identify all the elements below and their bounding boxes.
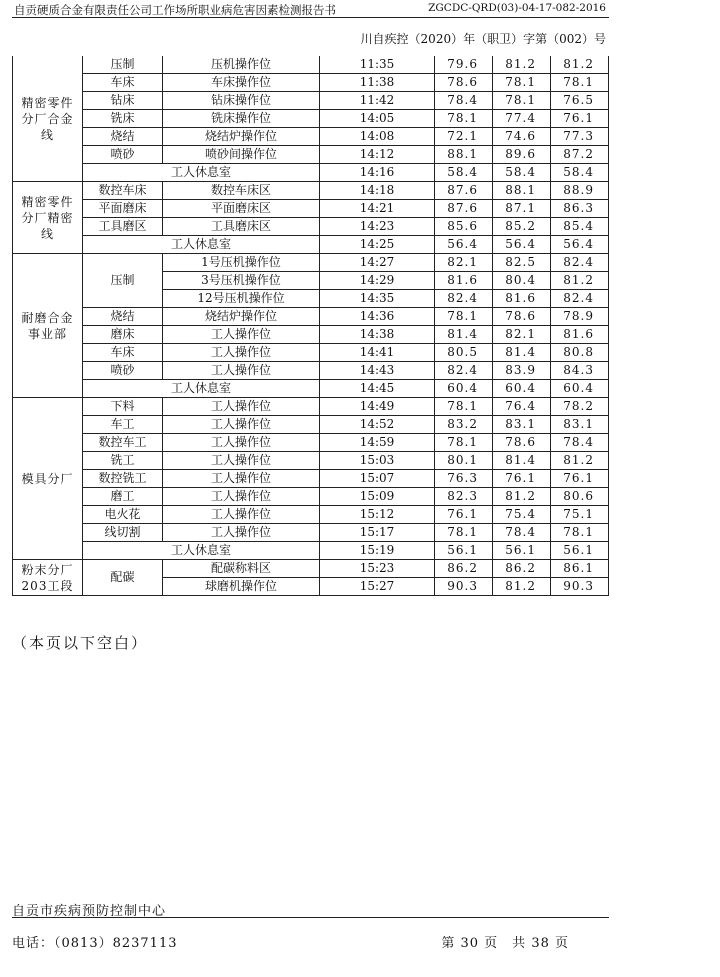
work-post: 工人操作位 (163, 344, 320, 362)
work-post: 工人操作位 (163, 524, 320, 542)
process-name: 压制 (83, 56, 163, 74)
value-2: 81.2 (493, 578, 551, 596)
value-3: 81.6 (551, 326, 609, 344)
table-row (13, 560, 609, 578)
measure-time: 14:52 (320, 416, 435, 434)
process-name: 车床 (83, 344, 163, 362)
value-1: 79.6 (435, 56, 493, 74)
value-3: 82.4 (551, 290, 609, 308)
value-3: 77.3 (551, 128, 609, 146)
value-3: 85.4 (551, 218, 609, 236)
value-1: 87.6 (435, 182, 493, 200)
value-2: 81.2 (493, 56, 551, 74)
value-1: 72.1 (435, 128, 493, 146)
value-2: 81.6 (493, 290, 551, 308)
measure-time: 14:21 (320, 200, 435, 218)
value-1: 78.1 (435, 308, 493, 326)
table-row (13, 488, 609, 506)
work-post: 钻床操作位 (163, 92, 320, 110)
value-1: 87.6 (435, 200, 493, 218)
work-post: 工人操作位 (163, 452, 320, 470)
table-row (13, 254, 609, 272)
document-number: 川自疾控（2020）年（职卫）字第（002）号 (360, 32, 606, 46)
section-name: 精密零件分厂精密线 (13, 182, 83, 254)
process-name: 喷砂 (83, 146, 163, 164)
process-name: 电火花 (83, 506, 163, 524)
process-name: 磨工 (83, 488, 163, 506)
value-2: 60.4 (493, 380, 551, 398)
process-name: 铣床 (83, 110, 163, 128)
table-row (13, 146, 609, 164)
measure-time: 14:41 (320, 344, 435, 362)
measure-time: 14:16 (320, 164, 435, 182)
table-row (13, 92, 609, 110)
table-row (13, 110, 609, 128)
value-1: 82.1 (435, 254, 493, 272)
table-row (13, 200, 609, 218)
table-row (13, 308, 609, 326)
rest-room-label: 工人休息室 (83, 380, 320, 398)
value-1: 81.4 (435, 326, 493, 344)
value-1: 85.6 (435, 218, 493, 236)
measure-time: 15:12 (320, 506, 435, 524)
value-2: 78.6 (493, 308, 551, 326)
value-2: 75.4 (493, 506, 551, 524)
value-3: 76.1 (551, 470, 609, 488)
process-name: 钻床 (83, 92, 163, 110)
value-1: 58.4 (435, 164, 493, 182)
work-post: 工具磨床区 (163, 218, 320, 236)
value-2: 81.4 (493, 452, 551, 470)
value-1: 56.1 (435, 542, 493, 560)
value-2: 81.4 (493, 344, 551, 362)
value-1: 82.4 (435, 362, 493, 380)
footer-divider (12, 917, 609, 918)
measure-time: 11:35 (320, 56, 435, 74)
section-name: 模具分厂 (13, 398, 83, 560)
table-row (13, 128, 609, 146)
value-2: 76.4 (493, 398, 551, 416)
work-post: 球磨机操作位 (163, 578, 320, 596)
table-row (13, 398, 609, 416)
value-3: 58.4 (551, 164, 609, 182)
value-1: 80.1 (435, 452, 493, 470)
table-row (13, 56, 609, 74)
work-post: 工人操作位 (163, 362, 320, 380)
measure-time: 14:18 (320, 182, 435, 200)
value-2: 82.1 (493, 326, 551, 344)
value-3: 76.5 (551, 92, 609, 110)
process-name: 数控车床 (83, 182, 163, 200)
work-post: 1号压机操作位 (163, 254, 320, 272)
table-row (13, 326, 609, 344)
value-3: 83.1 (551, 416, 609, 434)
process-name: 磨床 (83, 326, 163, 344)
value-1: 78.1 (435, 110, 493, 128)
measure-time: 15:03 (320, 452, 435, 470)
process-name: 数控车工 (83, 434, 163, 452)
value-2: 56.1 (493, 542, 551, 560)
work-post: 12号压机操作位 (163, 290, 320, 308)
report-code: ZGCDC-QRD(03)-04-17-082-2016 (428, 2, 606, 14)
measure-time: 15:19 (320, 542, 435, 560)
blank-page-note: （本页以下空白） (12, 634, 149, 652)
work-post: 烧结炉操作位 (163, 128, 320, 146)
table-row (13, 542, 609, 560)
value-3: 86.1 (551, 560, 609, 578)
measure-time: 14:43 (320, 362, 435, 380)
value-3: 75.1 (551, 506, 609, 524)
value-2: 56.4 (493, 236, 551, 254)
table-row (13, 74, 609, 92)
rest-room-label: 工人休息室 (83, 236, 320, 254)
measure-time: 14:45 (320, 380, 435, 398)
value-2: 77.4 (493, 110, 551, 128)
header-divider (12, 17, 609, 18)
value-3: 80.8 (551, 344, 609, 362)
value-2: 80.4 (493, 272, 551, 290)
measure-time: 14:08 (320, 128, 435, 146)
work-post: 工人操作位 (163, 326, 320, 344)
measure-time: 15:17 (320, 524, 435, 542)
value-2: 87.1 (493, 200, 551, 218)
value-1: 78.4 (435, 92, 493, 110)
value-3: 81.2 (551, 56, 609, 74)
table-row (13, 236, 609, 254)
work-post: 烧结炉操作位 (163, 308, 320, 326)
process-name: 线切割 (83, 524, 163, 542)
value-1: 82.3 (435, 488, 493, 506)
table-row (13, 524, 609, 542)
table-row (13, 182, 609, 200)
section-name: 粉末分厂203工段 (13, 560, 83, 596)
measure-time: 14:23 (320, 218, 435, 236)
work-post: 工人操作位 (163, 488, 320, 506)
process-name: 工具磨区 (83, 218, 163, 236)
value-3: 86.3 (551, 200, 609, 218)
value-1: 78.1 (435, 434, 493, 452)
value-2: 78.6 (493, 434, 551, 452)
value-3: 56.1 (551, 542, 609, 560)
work-post: 配碳称料区 (163, 560, 320, 578)
value-3: 76.1 (551, 110, 609, 128)
section-name: 耐磨合金事业部 (13, 254, 83, 398)
table-row (13, 380, 609, 398)
table-row (13, 218, 609, 236)
measure-time: 15:23 (320, 560, 435, 578)
process-name: 车床 (83, 74, 163, 92)
measure-time: 15:07 (320, 470, 435, 488)
value-3: 78.1 (551, 74, 609, 92)
value-2: 74.6 (493, 128, 551, 146)
value-1: 76.1 (435, 506, 493, 524)
measure-time: 14:27 (320, 254, 435, 272)
value-3: 78.1 (551, 524, 609, 542)
value-2: 86.2 (493, 560, 551, 578)
table-row (13, 470, 609, 488)
process-name: 平面磨床 (83, 200, 163, 218)
measure-time: 15:27 (320, 578, 435, 596)
value-3: 88.9 (551, 182, 609, 200)
value-1: 86.2 (435, 560, 493, 578)
process-name: 数控铣工 (83, 470, 163, 488)
value-1: 78.1 (435, 524, 493, 542)
process-name: 下料 (83, 398, 163, 416)
work-post: 工人操作位 (163, 434, 320, 452)
work-post: 平面磨床区 (163, 200, 320, 218)
value-3: 56.4 (551, 236, 609, 254)
value-2: 78.1 (493, 74, 551, 92)
work-post: 3号压机操作位 (163, 272, 320, 290)
table-row (13, 506, 609, 524)
work-post: 喷砂间操作位 (163, 146, 320, 164)
value-1: 90.3 (435, 578, 493, 596)
value-2: 76.1 (493, 470, 551, 488)
table-row (13, 452, 609, 470)
value-3: 87.2 (551, 146, 609, 164)
report-title: 自贡硬质合金有限责任公司工作场所职业病危害因素检测报告书 (14, 3, 336, 17)
value-2: 78.4 (493, 524, 551, 542)
value-1: 88.1 (435, 146, 493, 164)
value-3: 90.3 (551, 578, 609, 596)
process-name: 烧结 (83, 308, 163, 326)
table-row (13, 362, 609, 380)
measure-time: 14:12 (320, 146, 435, 164)
value-2: 58.4 (493, 164, 551, 182)
value-1: 82.4 (435, 290, 493, 308)
value-3: 84.3 (551, 362, 609, 380)
value-3: 80.6 (551, 488, 609, 506)
measure-time: 14:05 (320, 110, 435, 128)
value-1: 76.3 (435, 470, 493, 488)
process-name: 配碳 (83, 560, 163, 596)
value-1: 80.5 (435, 344, 493, 362)
process-name: 铣工 (83, 452, 163, 470)
table-row (13, 416, 609, 434)
value-2: 85.2 (493, 218, 551, 236)
value-2: 88.1 (493, 182, 551, 200)
process-name: 车工 (83, 416, 163, 434)
value-3: 78.4 (551, 434, 609, 452)
value-2: 78.1 (493, 92, 551, 110)
table-row (13, 344, 609, 362)
process-name: 烧结 (83, 128, 163, 146)
footer-organization: 自贡市疾病预防控制中心 (12, 904, 167, 919)
measure-time: 11:38 (320, 74, 435, 92)
value-1: 78.6 (435, 74, 493, 92)
value-1: 83.2 (435, 416, 493, 434)
work-post: 车床操作位 (163, 74, 320, 92)
measure-time: 14:25 (320, 236, 435, 254)
value-3: 78.9 (551, 308, 609, 326)
measure-time: 11:42 (320, 92, 435, 110)
work-post: 工人操作位 (163, 470, 320, 488)
measure-time: 14:38 (320, 326, 435, 344)
work-post: 铣床操作位 (163, 110, 320, 128)
value-2: 89.6 (493, 146, 551, 164)
rest-room-label: 工人休息室 (83, 542, 320, 560)
value-2: 83.1 (493, 416, 551, 434)
measure-time: 14:35 (320, 290, 435, 308)
measure-time: 14:36 (320, 308, 435, 326)
measure-time: 14:49 (320, 398, 435, 416)
measure-time: 14:29 (320, 272, 435, 290)
value-3: 81.2 (551, 452, 609, 470)
work-post: 工人操作位 (163, 506, 320, 524)
value-3: 78.2 (551, 398, 609, 416)
value-1: 81.6 (435, 272, 493, 290)
work-post: 工人操作位 (163, 416, 320, 434)
table-row (13, 434, 609, 452)
rest-room-label: 工人休息室 (83, 164, 320, 182)
measurement-table (12, 56, 609, 596)
process-name: 喷砂 (83, 362, 163, 380)
work-post: 工人操作位 (163, 398, 320, 416)
measure-time: 15:09 (320, 488, 435, 506)
value-1: 60.4 (435, 380, 493, 398)
value-1: 56.4 (435, 236, 493, 254)
work-post: 数控车床区 (163, 182, 320, 200)
section-name: 精密零件分厂合金线 (13, 56, 83, 182)
footer-phone: 电话：（0813）8237113 (12, 936, 178, 951)
work-post: 压机操作位 (163, 56, 320, 74)
value-3: 81.2 (551, 272, 609, 290)
value-2: 82.5 (493, 254, 551, 272)
value-3: 60.4 (551, 380, 609, 398)
value-1: 78.1 (435, 398, 493, 416)
footer-page-number: 第 30 页 共 38 页 (441, 936, 569, 951)
table-row (13, 164, 609, 182)
value-3: 82.4 (551, 254, 609, 272)
value-2: 83.9 (493, 362, 551, 380)
value-2: 81.2 (493, 488, 551, 506)
measure-time: 14:59 (320, 434, 435, 452)
process-name: 压制 (83, 254, 163, 308)
